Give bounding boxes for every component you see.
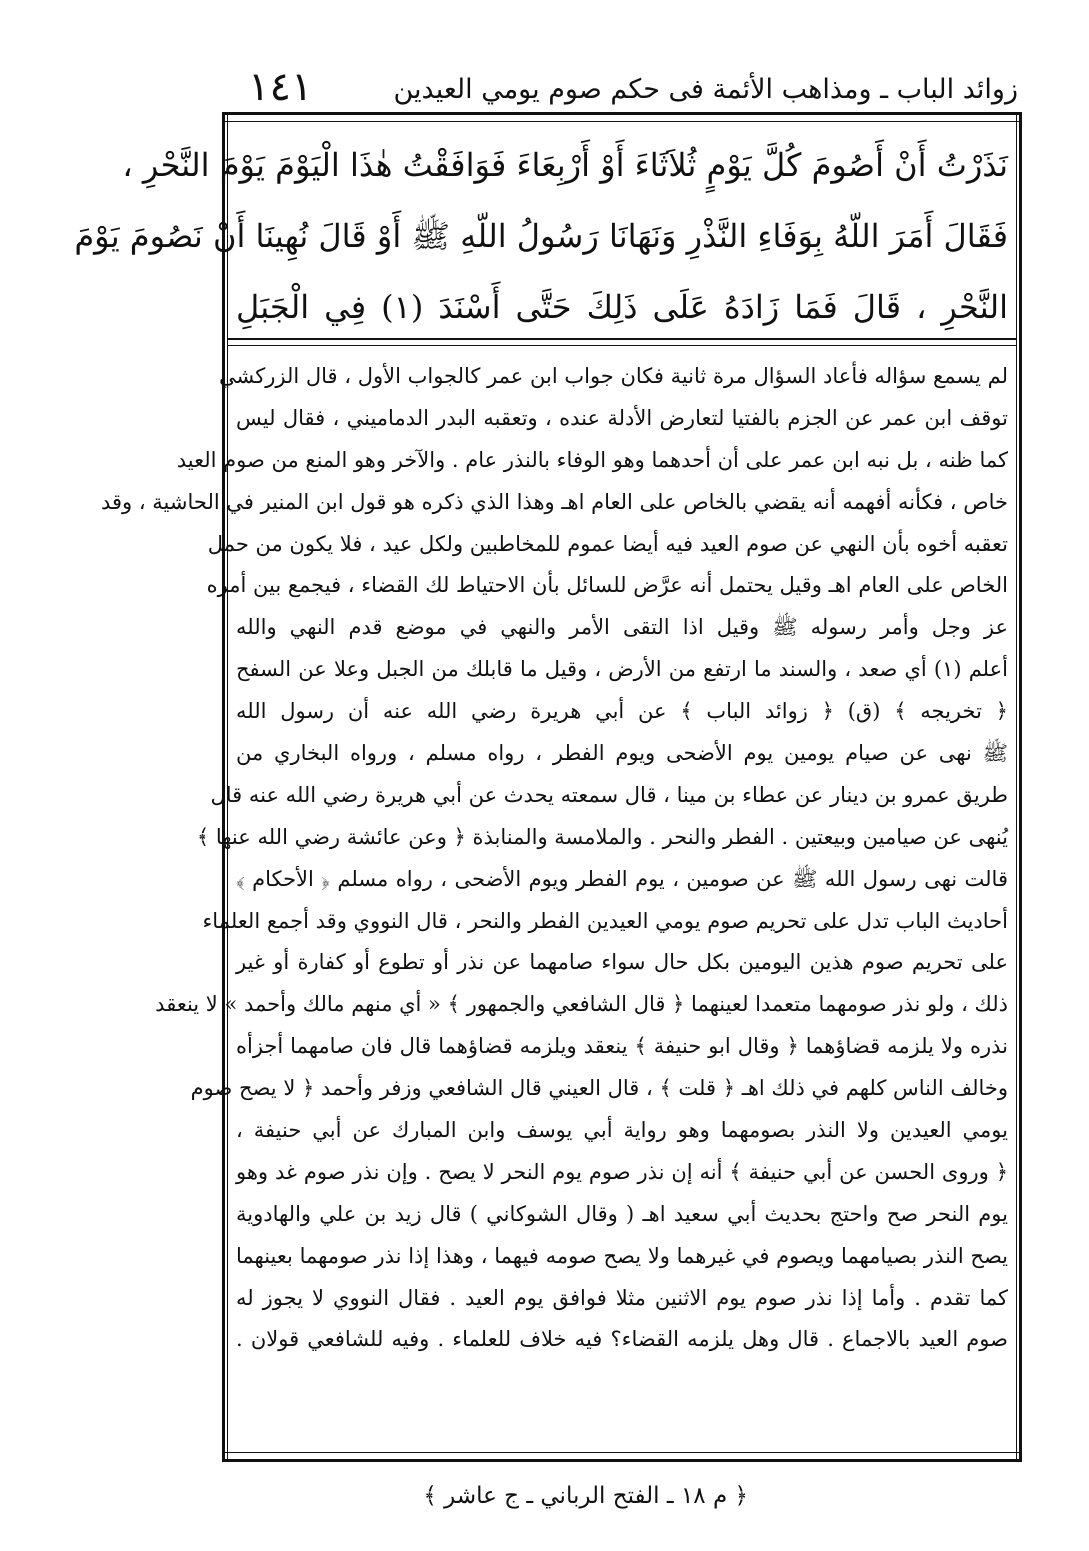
commentary-line: ذلك ، ولو نذر صومهما متعمدا لعينهما ﴿ قال الشافعي والجمهور ﴾ « أي منهم مالك وأحمد » لا ينعقد	[155, 992, 1008, 1017]
commentary-line: أعلم (١) أي صعد ، والسند ما ارتفع من الأرض ، وقيل ما قابلك من الجبل وعلا عن السفح	[236, 657, 1008, 682]
commentary-line: توقف ابن عمر عن الجزم بالفتيا لتعارض الأدلة عنده ، وتعقبه البدر الدماميني ، فقال ليس	[236, 405, 1008, 430]
commentary-line: كما ظنه ، بل نبه ابن عمر على أن أحدهما وهو الوفاء بالنذر عام . والآخر وهو المنع من صوم العيد	[176, 447, 1008, 472]
commentary-line: نذره ولا يلزمه قضاؤهما ﴿ وقال ابو حنيفة ﴾ ينعقد ويلزمه قضاؤهما قال فان صامهما أجزأه	[236, 1034, 1008, 1059]
running-title: زوائد الباب ـ ومذاهب الأئمة فى حكم صوم يومي العيدين	[393, 74, 1018, 105]
hadith-line: فَقَالَ أَمَرَ اللّهُ بِوَفَاءِ النَّذْرِ وَنَهَانَا رَسُولُ اللّهِ ﷺ أَوْ قَالَ نُهِينَا أَنْ نَصُومَ يَوْمَ	[74, 217, 1008, 255]
commentary-line: على تحريم صوم هذين اليومين بكل حال سواء صامهما عن نذر أو تطوع أو كفارة أو غير	[236, 950, 1008, 975]
section-separator	[228, 338, 1016, 346]
commentary-line: لم يسمع سؤاله فأعاد السؤال مرة ثانية فكان جواب ابن عمر كالجواب الأول ، قال الزركشي	[219, 364, 1008, 388]
commentary-line: يصح النذر بصيامهما ويصوم في غيرهما ولا يصح صومه فيهما ، وهذا إذا نذر صومهما بعينهما	[236, 1243, 1008, 1268]
commentary-text	[100, 356, 1008, 1361]
commentary-line: قالت نهى رسول الله ﷺ عن صومين ، يوم الفطر ويوم الأضحى ، رواه مسلم ﴿ الأحكام ﴾	[236, 866, 1008, 891]
commentary-line: يومي العيدين ولا النذر بصومهما وهو رواية أبي يوسف وابن المبارك عن أبي حنيفة ،	[236, 1118, 1008, 1143]
commentary-line: الخاص على العام اهـ وقيل يحتمل أنه عرَّض للسائل بأن الاحتياط لك القضاء ، فيجمع بين أمره	[206, 573, 1008, 598]
hadith-line: النَّحْرِ ، قَالَ فَمَا زَادَهُ عَلَى ذَلِكَ حَتَّى أَسْنَدَ (١) فِي الْجَبَلِ	[236, 288, 1009, 326]
frame-right-rule	[1016, 112, 1022, 1462]
commentary-line: يوم النحر صح واحتج بحديث أبي سعيد اهـ ( وقال الشوكاني ) قال زيد بن علي والهادوية	[236, 1201, 1008, 1226]
commentary-line: طريق عمرو بن دينار عن عطاء بن مينا ، قال سمعته يحدث عن أبي هريرة رضي الله عنه قال	[210, 782, 1008, 807]
commentary-line: ﴿ تخريجه ﴾ (ق) ﴿ زوائد الباب ﴾ عن أبي هريرة رضي الله عنه أن رسول الله	[236, 699, 1008, 724]
hadith-text	[74, 130, 1009, 343]
commentary-line: أحاديث الباب تدل على تحريم صوم يومي العيدين الفطر والنحر ، قال النووي وقد أجمع العلماء	[202, 908, 1008, 933]
commentary-line: كما تقدم . وأما إذا نذر صوم يوم الاثنين مثلا فوافق يوم العيد . فقال النووي لا يجوز له	[236, 1285, 1008, 1310]
commentary-line: وخالف الناس كلهم في ذلك اهـ ﴿ قلت ﴾ ، قال العيني قال الشافعي وزفر وأحمد ﴿ لا يصح صوم	[190, 1076, 1008, 1101]
commentary-line: تعقبه أخوه بأن النهي عن صوم العيد فيه أيضا عموم للمخاطبين ولكل عيد ، فلا يكون من حمل	[207, 531, 1008, 556]
commentary-line: خاص ، فكأنه أفهمه أنه يقضي بالخاص على العام اهـ وهذا الذي ذكره هو قول ابن المنير في الحاشية ، وقد	[100, 489, 1008, 514]
footer-signature: ﴿ م ١٨ ـ الفتح الرباني ـ ج عاشر ﴾	[423, 1483, 748, 1509]
commentary-line: عز وجل وأمر رسوله ﷺ وقيل اذا التقى الأمر والنهي في موضع قدم النهي والله	[236, 615, 1008, 640]
frame-top-rule	[222, 112, 1022, 122]
page-number: ١٤١	[248, 64, 313, 110]
commentary-line: صوم العيد بالاجماع . قال وهل يلزمه القضاء؟ فيه خلاف للعلماء . وفيه للشافعي قولان .	[236, 1327, 1008, 1352]
frame-bottom-rule	[222, 1452, 1022, 1462]
commentary-line: يُنهى عن صيامين وبيعتين . الفطر والنحر . والملامسة والمنابذة ﴿ وعن عائشة رضي الله عنها ﴾	[196, 824, 1008, 849]
commentary-line: ﴿ وروى الحسن عن أبي حنيفة ﴾ أنه إن نذر صوم يوم النحر لا يصح . وإن نذر صوم غد وهو	[236, 1159, 1008, 1184]
commentary-line: ﷺ نهى عن صيام يومين يوم الأضحى ويوم الفطر ، رواه مسلم ، ورواه البخاري من	[236, 741, 1008, 766]
hadith-line: نَذَرْتُ أَنْ أَصُومَ كُلَّ يَوْمٍ ثُلاَثَاءَ أَوْ أَرْبِعَاءَ فَوَافَقْتُ هٰذَا الْيَوْمَ يَوْمَ النَّحْرِ ،	[122, 146, 1008, 184]
